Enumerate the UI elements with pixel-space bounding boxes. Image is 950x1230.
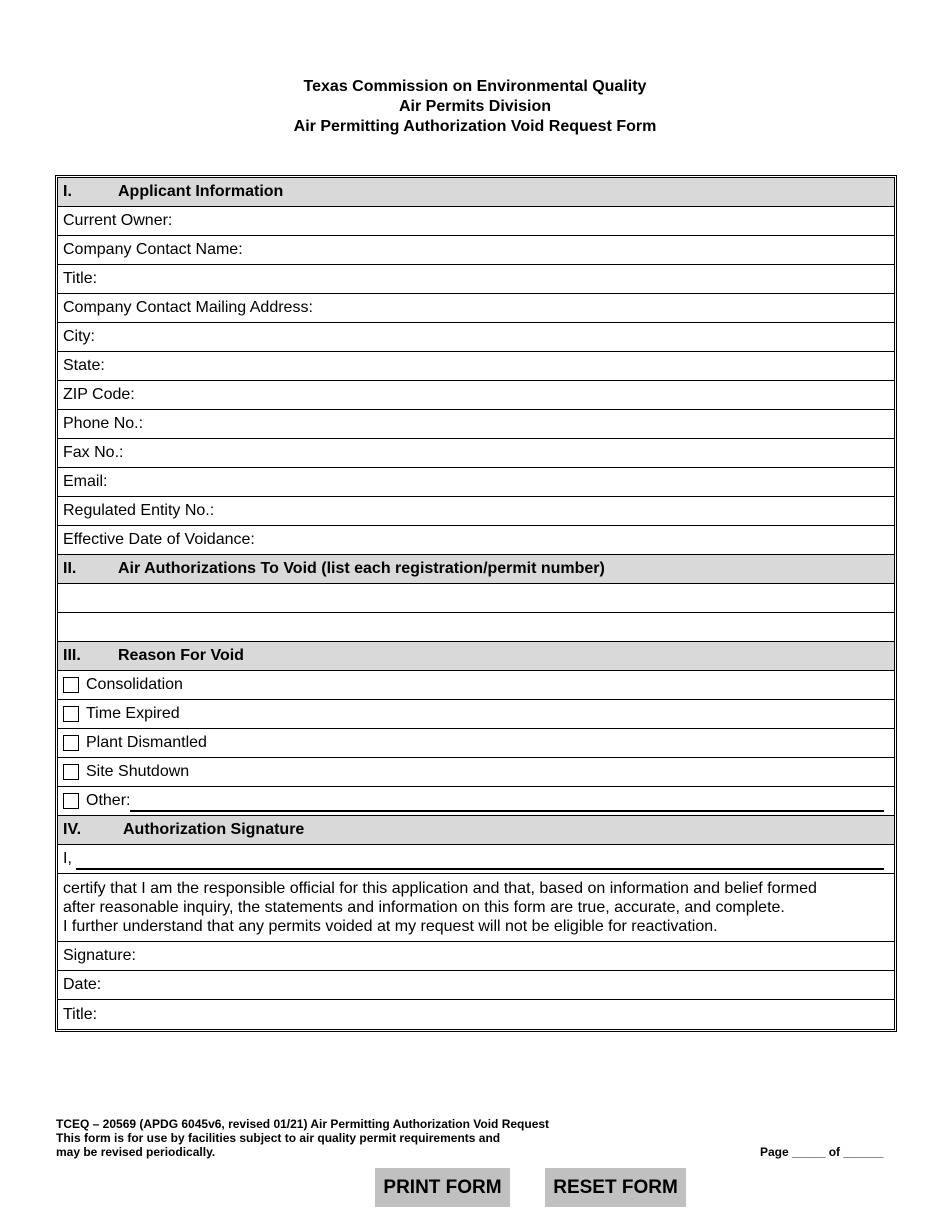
responsible-official-name-input[interactable] xyxy=(76,852,884,870)
option-label: Site Shutdown xyxy=(86,763,190,780)
consolidation-checkbox[interactable] xyxy=(63,677,79,693)
section-title: Air Authorizations To Void (list each registration/permit number) xyxy=(118,560,605,577)
field-label: Signature: xyxy=(63,947,136,964)
reason-plant-dismantled xyxy=(58,729,894,758)
field-label: Date: xyxy=(63,976,102,993)
page-number: Page _____ of ______ xyxy=(760,1145,884,1159)
section-title: Applicant Information xyxy=(118,183,284,200)
responsible-official-row xyxy=(58,845,894,874)
mailing-address-field[interactable] xyxy=(58,294,894,323)
certification-line: I further understand that any permits voided at my request will not be eligible for reactivation. xyxy=(63,918,718,935)
section-title: Authorization Signature xyxy=(123,821,305,838)
field-label: Company Contact Name: xyxy=(63,241,243,258)
section-title: Reason For Void xyxy=(118,647,244,664)
plant-dismantled-checkbox[interactable] xyxy=(63,735,79,751)
field-label: Company Contact Mailing Address: xyxy=(63,299,313,316)
reset-form-button[interactable]: RESET FORM xyxy=(545,1168,686,1207)
section-authorization-signature xyxy=(58,816,894,845)
field-label: Current Owner: xyxy=(63,212,173,229)
phone-field[interactable] xyxy=(58,410,894,439)
field-label: Title: xyxy=(63,1005,98,1023)
field-label: ZIP Code: xyxy=(63,386,135,403)
time-expired-checkbox[interactable] xyxy=(63,706,79,722)
authorization-input-2[interactable] xyxy=(58,613,894,642)
field-label: Effective Date of Voidance: xyxy=(63,531,255,548)
company-contact-name-field[interactable] xyxy=(58,236,894,265)
title-field[interactable] xyxy=(58,265,894,294)
form-footer xyxy=(56,1117,549,1159)
print-form-button[interactable]: PRINT FORM xyxy=(375,1168,510,1207)
section-reason-for-void xyxy=(58,642,894,671)
reason-other xyxy=(58,787,894,816)
city-field[interactable] xyxy=(58,323,894,352)
reason-consolidation xyxy=(58,671,894,700)
option-label: Other: xyxy=(86,792,131,809)
field-label: Regulated Entity No.: xyxy=(63,502,215,519)
field-label: Email: xyxy=(63,473,108,490)
section-number: II. xyxy=(63,560,77,577)
field-label: State: xyxy=(63,357,105,374)
i-label: I, xyxy=(63,850,72,867)
option-label: Plant Dismantled xyxy=(86,734,207,751)
field-label: City: xyxy=(63,328,95,345)
void-request-form xyxy=(55,175,897,1032)
effective-date-field[interactable] xyxy=(58,526,894,555)
section-number: I. xyxy=(63,183,72,200)
section-applicant-information xyxy=(58,178,894,207)
signer-title-field[interactable] xyxy=(58,1000,894,1029)
field-label: Title: xyxy=(63,270,98,287)
zip-code-field[interactable] xyxy=(58,381,894,410)
form-id: TCEQ – 20569 (APDG 6045v6, revised 01/21) Air Permitting Authorization Void Request xyxy=(56,1117,550,1131)
fax-field[interactable] xyxy=(58,439,894,468)
reason-time-expired xyxy=(58,700,894,729)
section-number: III. xyxy=(63,647,81,664)
division-name: Air Permits Division xyxy=(398,98,552,115)
certification-statement xyxy=(58,874,894,942)
section-number: IV. xyxy=(63,821,82,838)
reason-site-shutdown xyxy=(58,758,894,787)
form-header xyxy=(0,77,950,137)
current-owner-field[interactable] xyxy=(58,207,894,236)
option-label: Time Expired xyxy=(86,705,180,722)
footer-note: may be revised periodically. xyxy=(56,1145,216,1159)
footer-note: This form is for use by facilities subject to air quality permit requirements and xyxy=(56,1131,501,1145)
other-reason-input[interactable] xyxy=(130,794,884,812)
agency-name: Texas Commission on Environmental Quality xyxy=(303,78,647,95)
certification-line: certify that I am the responsible official for this application and that, based on information and belief formed xyxy=(63,880,817,897)
regulated-entity-field[interactable] xyxy=(58,497,894,526)
form-title: Air Permitting Authorization Void Request Form xyxy=(293,118,657,135)
option-label: Consolidation xyxy=(86,676,183,693)
certification-line: after reasonable inquiry, the statements and information on this form are true, accurate, and complete. xyxy=(63,899,785,916)
field-label: Fax No.: xyxy=(63,444,124,461)
field-label: Phone No.: xyxy=(63,415,144,432)
email-field[interactable] xyxy=(58,468,894,497)
section-authorizations-to-void xyxy=(58,555,894,584)
date-field[interactable] xyxy=(58,971,894,1000)
authorization-input-1[interactable] xyxy=(58,584,894,613)
site-shutdown-checkbox[interactable] xyxy=(63,764,79,780)
signature-field[interactable] xyxy=(58,942,894,971)
state-field[interactable] xyxy=(58,352,894,381)
other-checkbox[interactable] xyxy=(63,793,79,809)
